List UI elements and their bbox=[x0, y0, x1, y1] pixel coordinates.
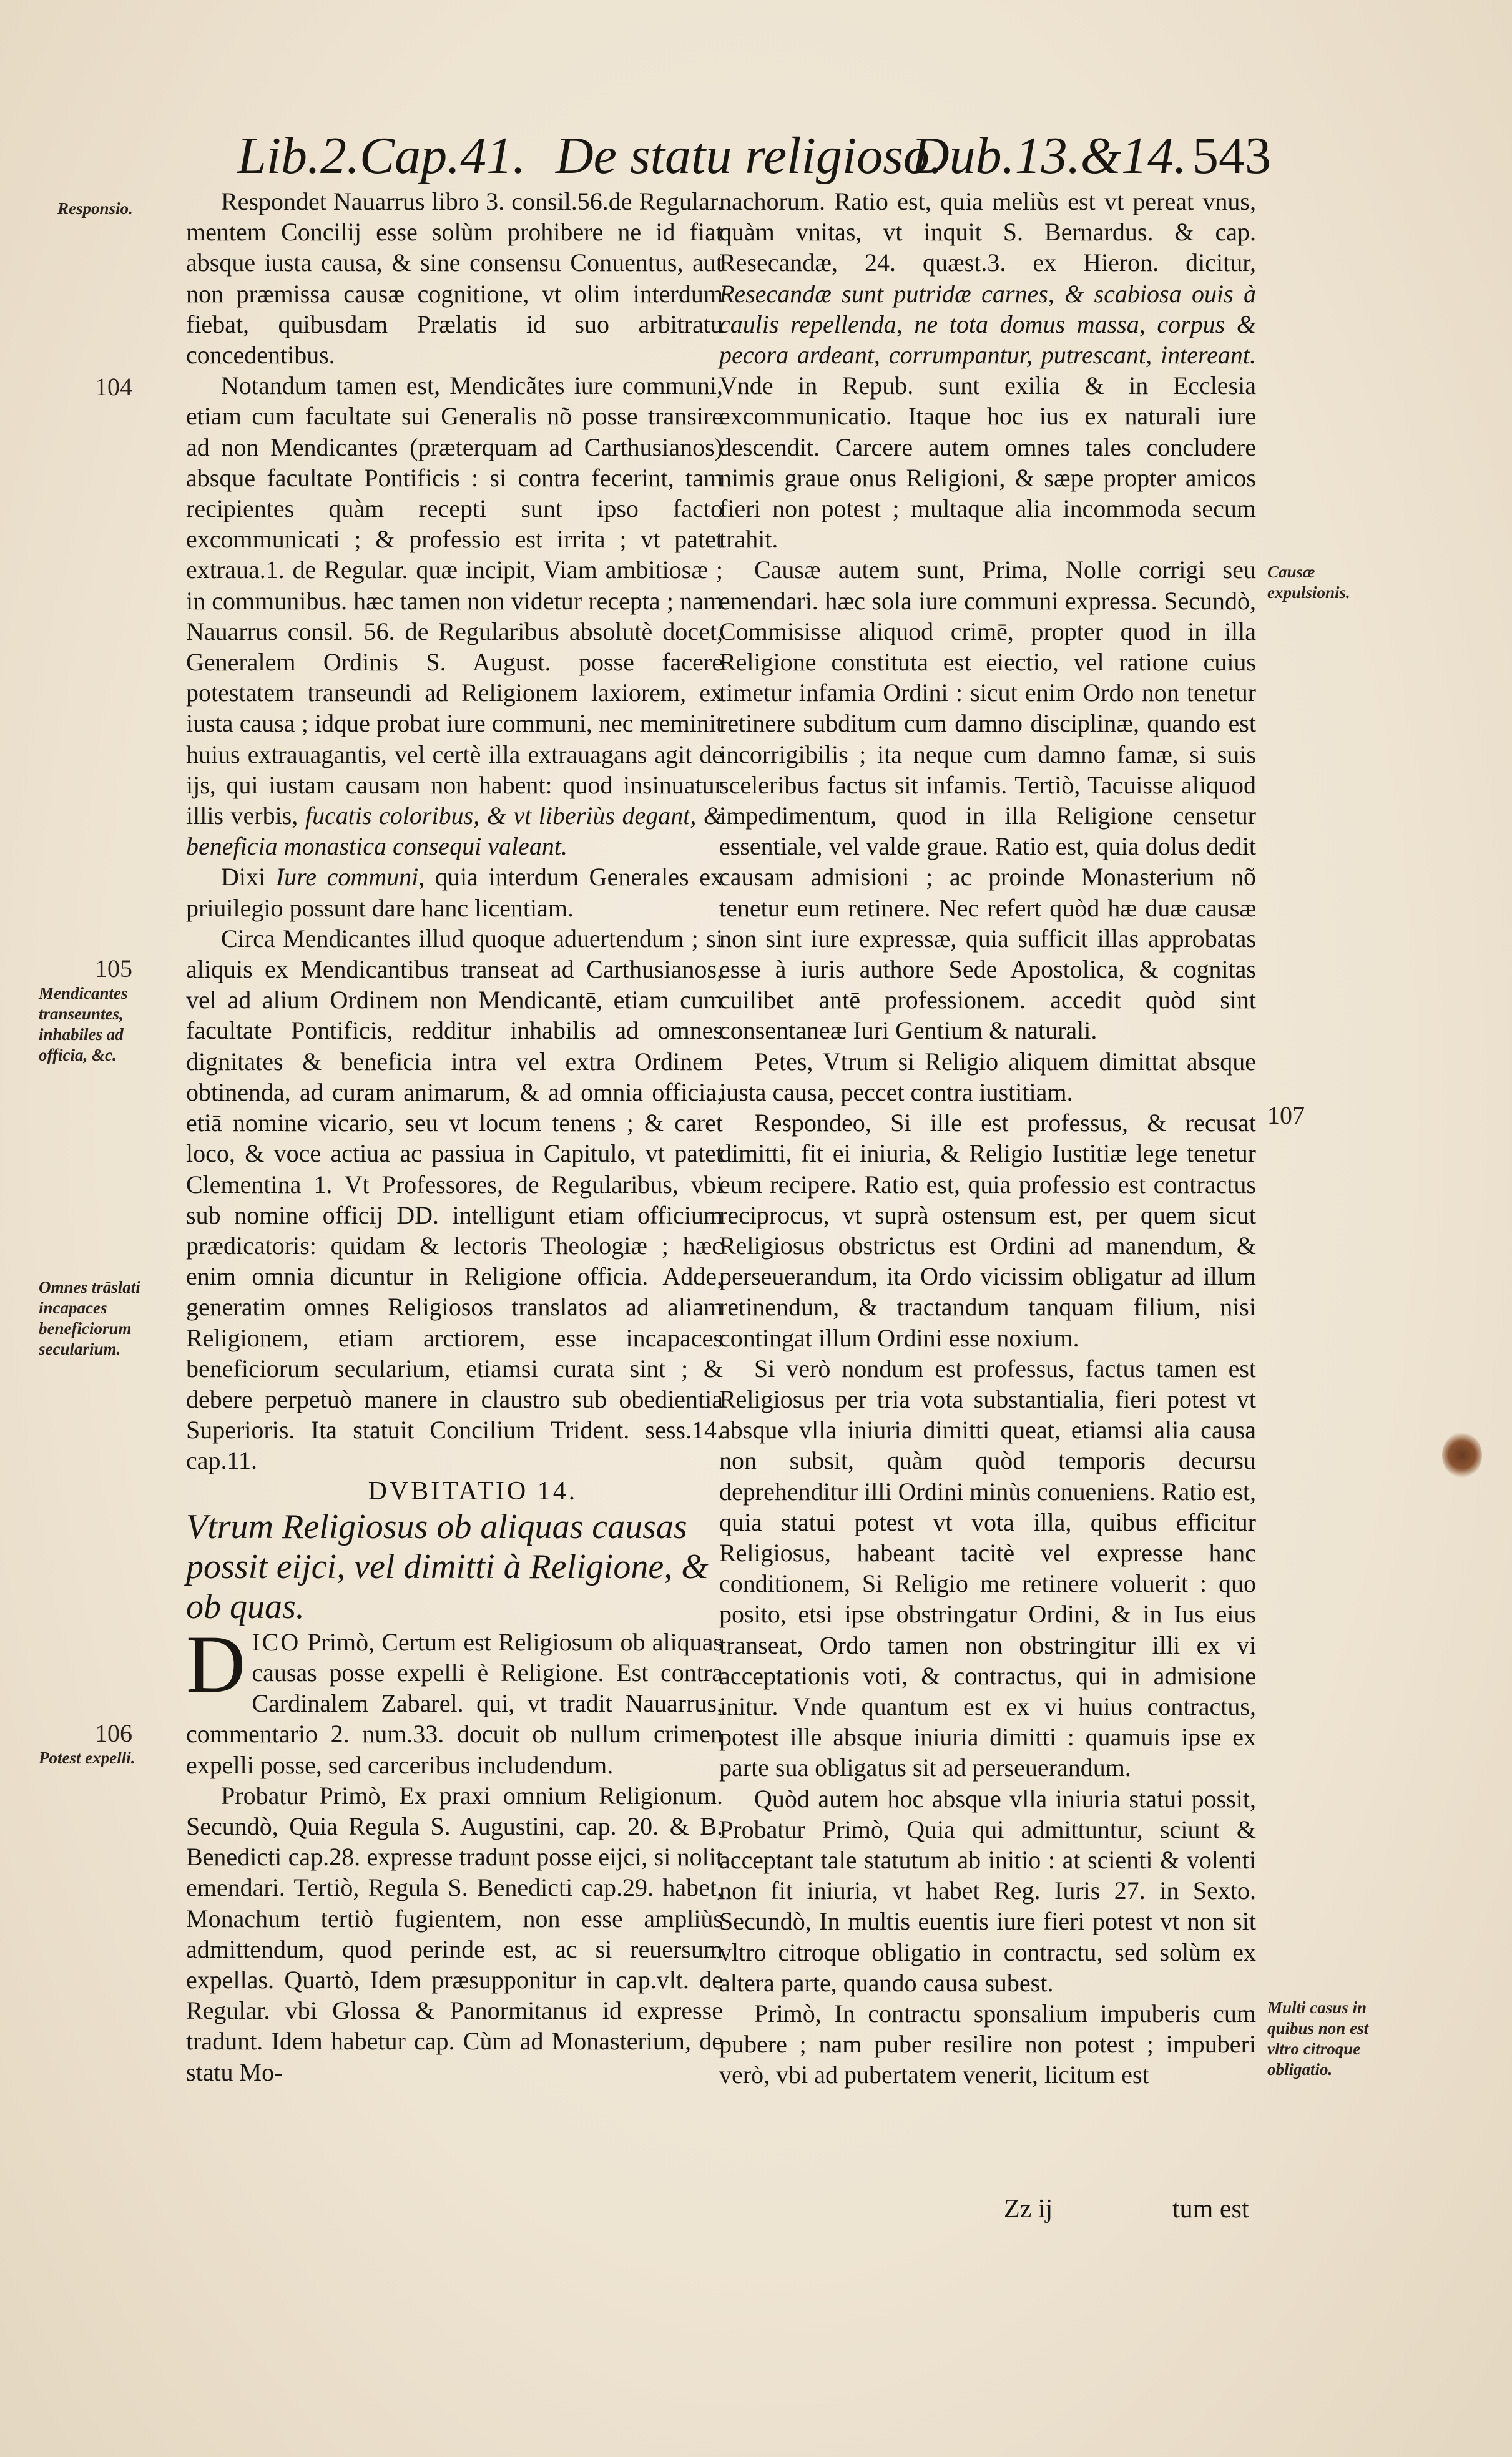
paragraph: Notandum tamen est, Mendicãtes iure communi, etiam cum facultate sui Generalis nõ posse transire ad non Mendicantes (præterquam ad Carthusianos) absque facultate Pontificis : si contra fecerint, tam recipientes quàm recepti sunt ipso facto excommunicati ; & professio est irrita ; vt patet extraua.1. de Regular. quæ incipit, Viam ambitiosæ ; in communibus. hæc tamen non videtur recepta ; nam Nauarrus consil. 56. de Regularibus absolutè docet, Generalem Ordinis S. August. posse facere potestatem transeundi ad Religionem laxiorem, ex iusta causa ; idque probat iure communi, nec meminit huius extrauagantis, vel certè illa extrauagans agit de ijs, qui iustam causam non habent: quod insinuatur illis verbis, fucatis coloribus, & vt liberiùs degant, & beneficia monastica consequi valeant. bbox=[186, 371, 723, 861]
paragraph: nachorum. Ratio est, quia meliùs est vt pereat vnus, quàm vnitas, vt inquit S. Bernardus. & cap. Resecandæ, 24. quæst.3. ex Hieron. dicitur, Resecandæ sunt putridæ carnes, & scabiosa ouis à caulis repellenda, ne tota domus massa, corpus & pecora ardeant, corrumpantur, putrescant, intereant. Vnde in Repub. sunt exilia & in Ecclesia excommunicatio. Itaque hoc ius ex naturali iure descendit. Carcere autem omnes tales concludere nimis graue onus Religioni, & sæpe propter amicos fieri non potest ; multaque alia incommoda secum trahit. bbox=[719, 187, 1256, 554]
catchword: tum est bbox=[1172, 2195, 1249, 2224]
margin-number-105: 105 bbox=[95, 954, 132, 983]
paragraph: Si verò nondum est professus, factus tamen est Religiosus per tria vota substantialia, fieri potest vt absque vlla iniuria dimitti queat, etiamsi alia causa non subsit, quàm quòd temporis decursu deprehenditur illi Ordini minùs conueniens. Ratio est, quia statui potest vt vota illa, quibus efficitur Religiosus, habeant tacitè vel expresse hanc conditionem, Si Religio me retinere voluerit : quo posito, etsi ipse obstringatur Ordini, & in Ius eius transeat, Ordo tamen non obstringitur illi ex vi acceptationis voti, & contractus, qui in admisione initur. Vnde quantum est ex vi huius contractus, potest ille absque iniuria dimitti : quamuis ipse ex parte sua obligatus sit ad perseuerandum. bbox=[719, 1354, 1256, 1782]
paragraph: Quòd autem hoc absque vlla iniuria statui possit, Probatur Primò, Quia qui admittuntur, sciunt & acceptant tale statutum ab initio : at scienti & volenti non fit iniuria, vt habet Reg. Iuris 27. in Sexto. Secundò, In multis euentis iure fieri potest vt non sit vltro citroque obligatio in contractu, sed solùm ex altera parte, quando causa subest. bbox=[719, 1784, 1256, 1997]
page-number: 543 bbox=[1192, 127, 1271, 185]
left-text-column bbox=[186, 186, 723, 2087]
dubitatio-question: Vtrum Religiosus ob aliquas causas possit eijci, vel dimitti à Religione, & ob quas. bbox=[186, 1507, 709, 1626]
right-text-column bbox=[719, 186, 1256, 2091]
paragraph: Petes, Vtrum si Religio aliquem dimittat absque iusta causa, peccet contra iustitiam. bbox=[719, 1047, 1256, 1106]
running-header bbox=[237, 122, 1271, 190]
margin-note-responsio: Responsio. bbox=[57, 199, 133, 218]
paragraph: Respondet Nauarrus libro 3. consil.56.de Regular. mentem Concilij esse solùm prohibere ne id fiat absque iusta causa, & sine consensu Conuentus, aut non præmissa causæ cognitione, vt olim interdum fiebat, quibusdam Prælatis id suo arbitratu concedentibus. bbox=[186, 187, 723, 370]
header-dubitatio: Dub.13.&14. bbox=[911, 127, 1187, 185]
margin-note-potest-expelli: Potest expelli. bbox=[39, 1748, 135, 1767]
margin-note-causae-expulsionis: Causæ expulsionis. bbox=[1267, 562, 1350, 602]
paragraph-dropcap: DICO Primò, Certum est Religiosum ob aliquas causas posse expelli è Religione. Est contra Cardinalem Zabarel. qui, vt tradit Nauarrus, commentario 2. num.33. docuit ob nullum crimen expelli posse, sed carceribus includendum. bbox=[186, 1617, 723, 1779]
paragraph: Primò, In contractu sponsalium impuberis cum pubere ; nam puber resilire non potest ; impuberi verò, vbi ad pubertatem venerit, licitum est bbox=[719, 1999, 1256, 2089]
margin-note-mendicantes: Mendicantes transeuntes, inhabiles ad officia, &c. bbox=[39, 984, 128, 1064]
paragraph: Dixi Iure communi, quia interdum Generales ex priuilegio possunt dare hanc licentiam. bbox=[186, 863, 724, 922]
drop-cap: D bbox=[186, 1617, 246, 1710]
dubitatio-heading: DVBITATIO 14. bbox=[368, 1476, 578, 1506]
signature-mark: Zz ij bbox=[1004, 2195, 1053, 2224]
paragraph: Causæ autem sunt, Prima, Nolle corrigi seu emendari. hæc sola iure communi expressa. Secundò, Commisisse aliquod crimē, propter quod in illa Religione constituta est eiectio, vel ratione cuius timetur infamia Ordini : sicut enim Ordo non tenetur retinere subditum cum damno disciplinæ, quando est incorrigibilis ; ita neque cum damno famæ, si suis sceleribus factus sit infamis. Tertiò, Tacuisse aliquod impedimentum, quod in illa Religione censetur essentiale, vel valde graue. Ratio est, quia dolus dedit causam admisioni ; ac proinde Monasterium nõ tenetur eum retinere. Nec refert quòd hæ duæ causæ non sint iure expressæ, quia sufficit illas approbatas esse à iuris authore Sede Apostolica, & cognitas cuilibet antē professionem. accedit quòd sint consentaneæ Iuri Gentium & naturali. bbox=[719, 556, 1256, 1045]
margin-note-omnes-translati: Omnes trāslati incapaces beneficiorum secularium. bbox=[39, 1278, 140, 1358]
paragraph: Circa Mendicantes illud quoque aduertendum ; si aliquis ex Mendicantibus transeat ad Carthusianos, vel ad alium Ordinem non Mendicantē, etiam cum facultate Pontificis, redditur inhabilis ad omnes dignitates & beneficia intra vel extra Ordinem obtinenda, ad curam animarum, & ad omnia officia, etiā nomine vicario, seu vt locum tenens ; & caret loco, & voce actiua ac passiua in Capitulo, vt patet Clementina 1. Vt Professores, de Regularibus, vbi sub nomine officij DD. intelligunt etiam officium prædicatoris: quidam & lectoris Theologiæ ; hæc enim omnia dicuntur in Religione officia. Adde, generatim omnes Religiosos translatos ad aliam Religionem, etiam arctiorem, esse incapaces beneficiorum secularium, etiamsi curata sint ; & debere perpetuò manere in claustro sub obedientia Superioris. Ita statuit Concilium Trident. sess.14. cap.11. bbox=[186, 924, 723, 1475]
margin-number-104: 104 bbox=[95, 373, 132, 401]
paragraph: Probatur Primò, Ex praxi omnium Religionum. Secundò, Quia Regula S. Augustini, cap. 20. & B. Benedicti cap.28. expresse tradunt posse eijci, si nolit emendari. Tertiò, Regula S. Benedicti cap.29. habet, Monachum tertiò fugientem, non esse ampliùs admittendum, quod perinde est, ac si reuersum expellas. Quartò, Idem præsupponitur in cap.vlt. de Regular. vbi Glossa & Panormitanus id expresse tradunt. Idem habetur cap. Cùm ad Monasterium, de statu Mo- bbox=[186, 1781, 723, 2086]
paragraph: Respondeo, Si ille est professus, & recusat dimitti, fit ei iniuria, & Religio Iustitiæ lege tenetur eum recipere. Ratio est, quia professio est contractus reciprocus, vt suprà ostensum est, per quem sicut Religiosus obstrictus est Ordini ad manendum, & perseuerandum, ita Ordo vicissim obligatur ad illum retinendum, & tractandum tanquam filium, nisi contingat illum Ordini esse noxium. bbox=[719, 1109, 1256, 1352]
margin-number-107: 107 bbox=[1267, 1101, 1305, 1129]
header-book-chapter: Lib.2.Cap.41. bbox=[237, 127, 526, 185]
header-title: De statu religioso. bbox=[556, 127, 943, 185]
margin-note-multi-casus: Multi casus in quibus non est vltro citroque obligatio. bbox=[1267, 1998, 1369, 2079]
ink-stain bbox=[1442, 1433, 1482, 1478]
margin-number-106: 106 bbox=[95, 1719, 132, 1747]
